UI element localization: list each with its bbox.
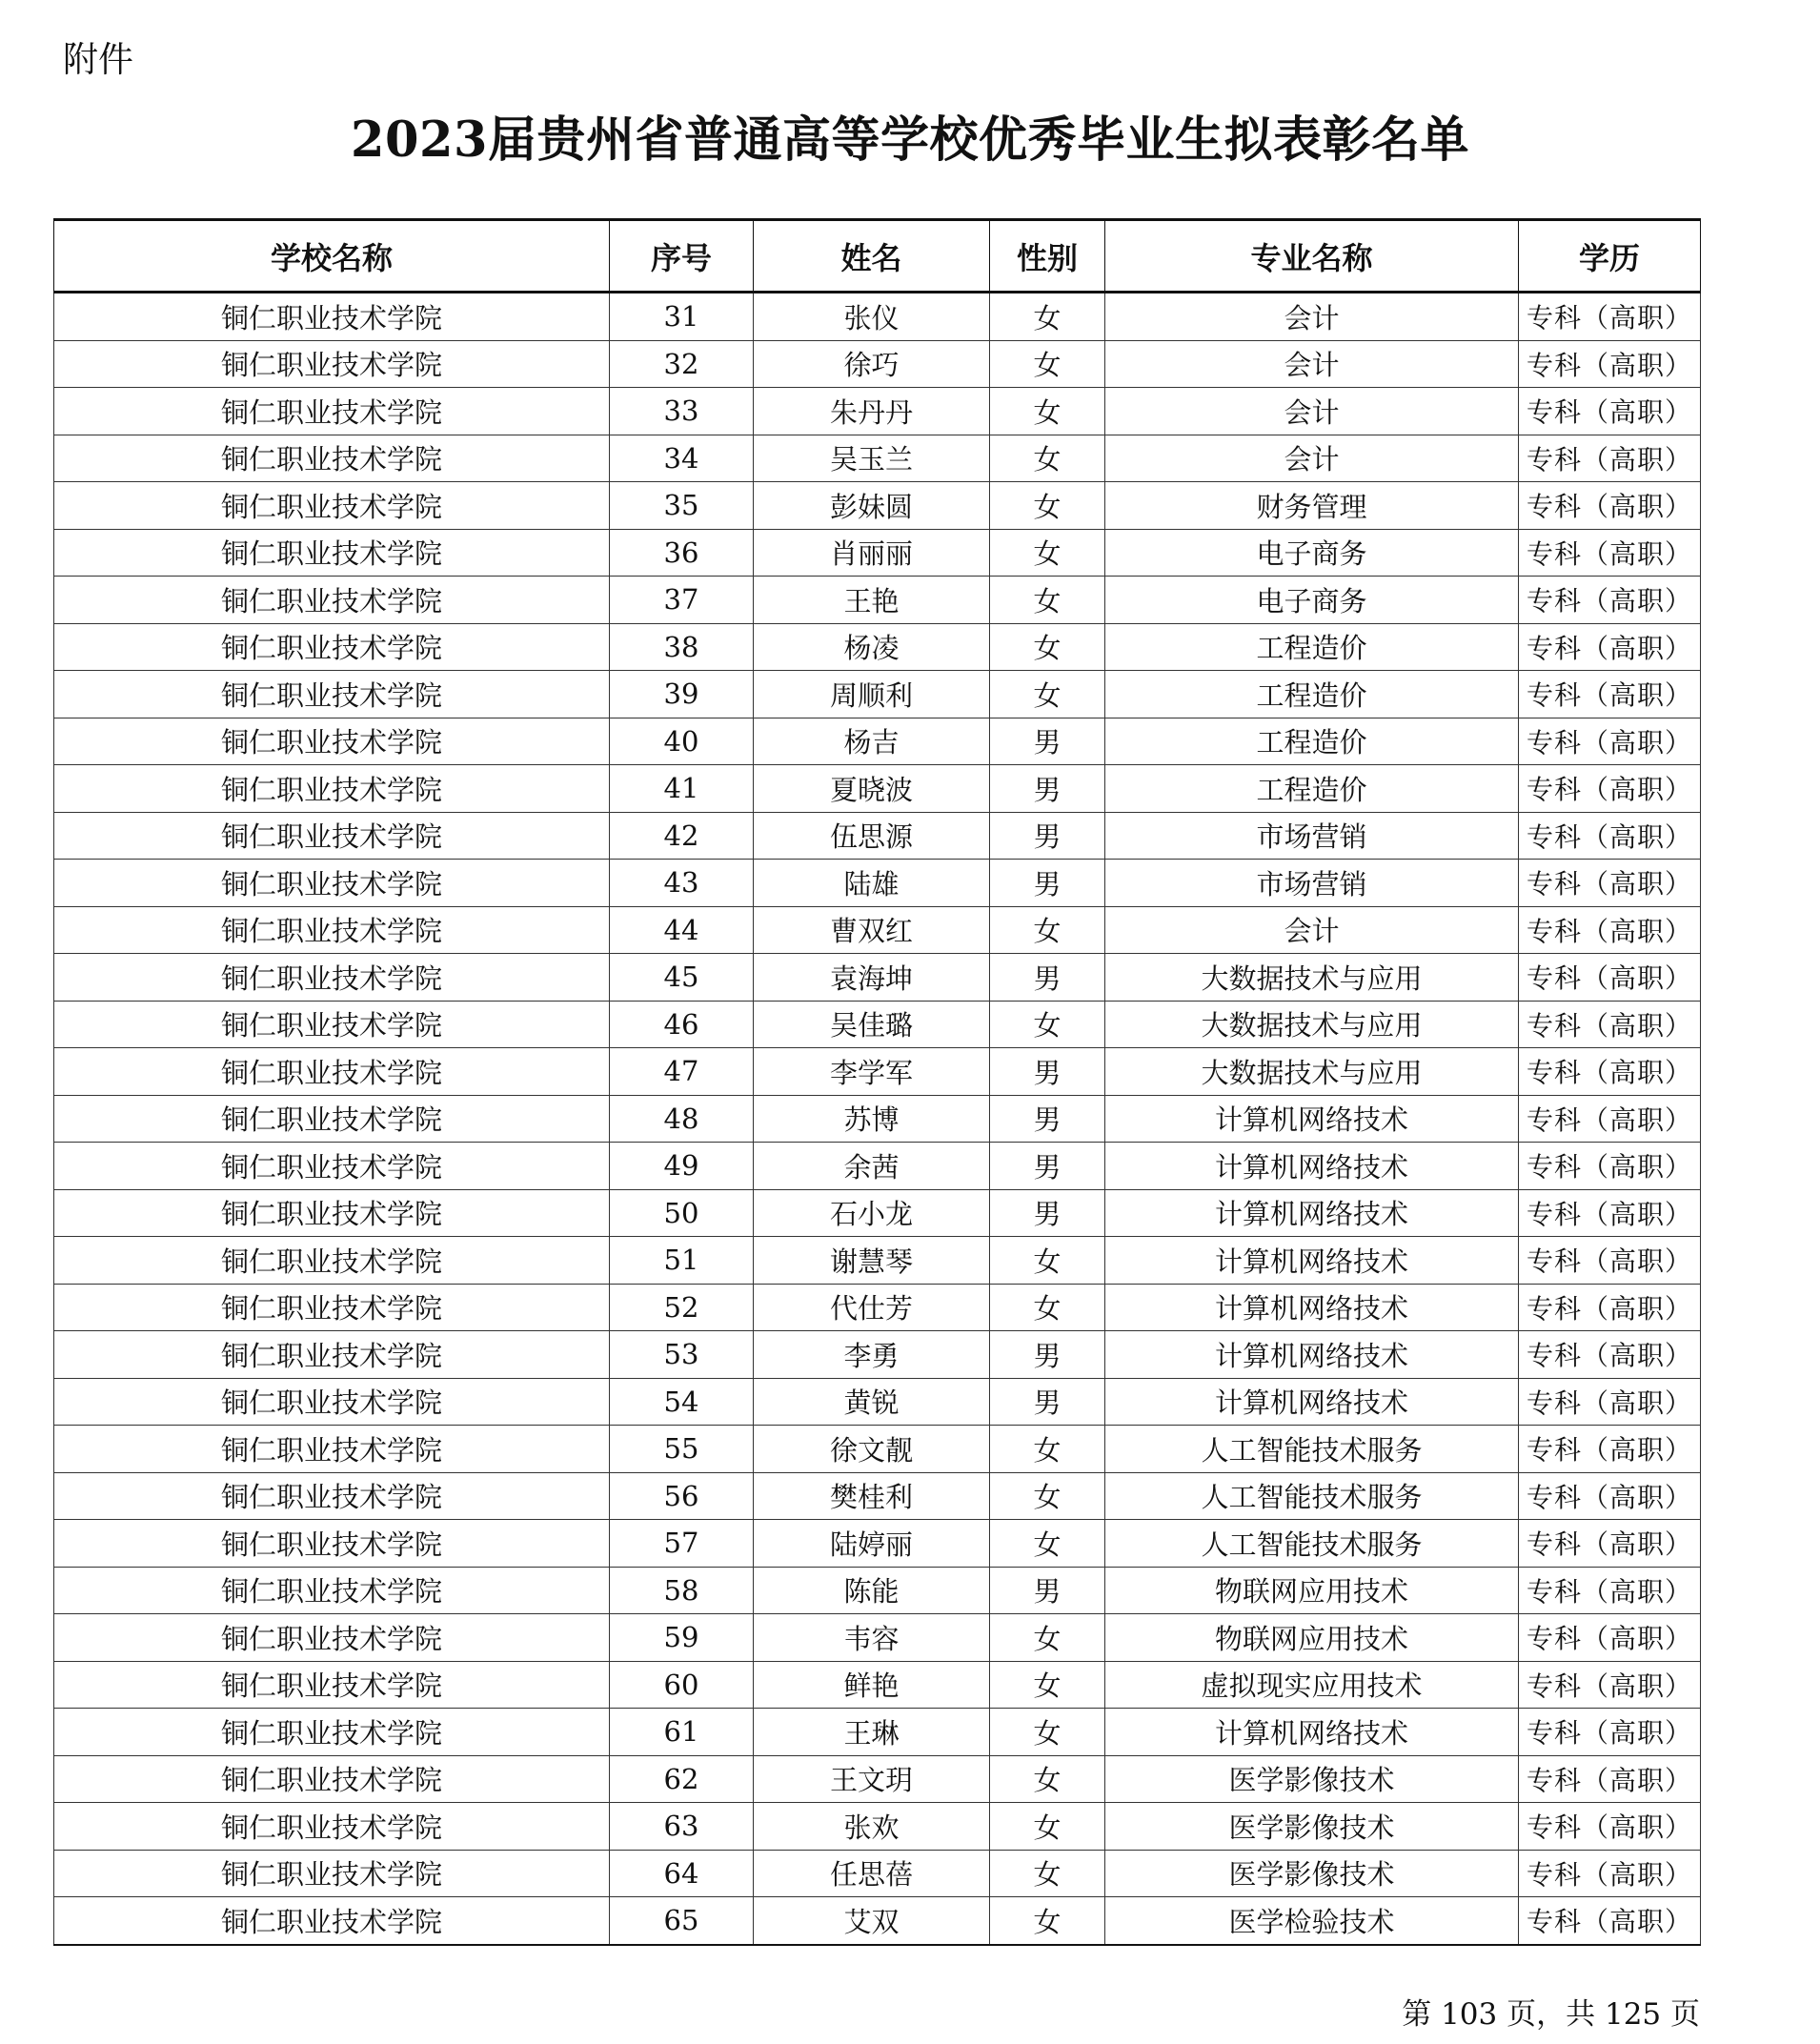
gender-cell: 男: [990, 1378, 1105, 1426]
gender-cell: 女: [990, 1755, 1105, 1803]
school-cell: 铜仁职业技术学院: [54, 293, 610, 341]
major-cell: 大数据技术与应用: [1105, 1001, 1519, 1048]
gender-cell: 男: [990, 765, 1105, 813]
number-cell: 40: [610, 718, 754, 765]
name-cell: 吴佳璐: [754, 1001, 990, 1048]
name-cell: 张仪: [754, 293, 990, 341]
education-cell: 专科（高职）: [1519, 293, 1701, 341]
gender-cell: 女: [990, 482, 1105, 530]
number-cell: 41: [610, 765, 754, 813]
table-row: [54, 1472, 1701, 1520]
table-row: [54, 1095, 1701, 1143]
major-cell: 大数据技术与应用: [1105, 1048, 1519, 1096]
education-cell: 专科（高职）: [1519, 1850, 1701, 1897]
number-cell: 48: [610, 1095, 754, 1143]
education-cell: 专科（高职）: [1519, 718, 1701, 765]
school-cell: 铜仁职业技术学院: [54, 1237, 610, 1285]
table-row: [54, 529, 1701, 577]
school-cell: 铜仁职业技术学院: [54, 1850, 610, 1897]
name-cell: 朱丹丹: [754, 388, 990, 435]
school-cell: 铜仁职业技术学院: [54, 860, 610, 907]
school-cell: 铜仁职业技术学院: [54, 482, 610, 530]
school-cell: 铜仁职业技术学院: [54, 812, 610, 860]
table-row: [54, 435, 1701, 482]
major-cell: 物联网应用技术: [1105, 1567, 1519, 1614]
document-title: 2023届贵州省普通高等学校优秀毕业生拟表彰名单: [351, 111, 1469, 169]
table-row: [54, 1661, 1701, 1709]
major-cell: 人工智能技术服务: [1105, 1472, 1519, 1520]
gender-cell: 男: [990, 860, 1105, 907]
school-cell: 铜仁职业技术学院: [54, 435, 610, 482]
education-cell: 专科（高职）: [1519, 1378, 1701, 1426]
table-row: [54, 1237, 1701, 1285]
education-cell: 专科（高职）: [1519, 1095, 1701, 1143]
school-cell: 铜仁职业技术学院: [54, 1897, 610, 1945]
school-cell: 铜仁职业技术学院: [54, 1189, 610, 1237]
gender-cell: 女: [990, 1850, 1105, 1897]
name-cell: 余茜: [754, 1143, 990, 1190]
table-row: [54, 1426, 1701, 1473]
table-row: [54, 671, 1701, 718]
gender-cell: 女: [990, 623, 1105, 671]
school-cell: 铜仁职业技术学院: [54, 906, 610, 954]
number-cell: 39: [610, 671, 754, 718]
table-row: [54, 1897, 1701, 1945]
number-cell: 32: [610, 340, 754, 388]
number-cell: 54: [610, 1378, 754, 1426]
gender-cell: 女: [990, 293, 1105, 341]
table-body: [54, 293, 1701, 1945]
education-cell: 专科（高职）: [1519, 1472, 1701, 1520]
table-row: [54, 906, 1701, 954]
education-cell: 专科（高职）: [1519, 860, 1701, 907]
number-cell: 64: [610, 1850, 754, 1897]
name-cell: 韦容: [754, 1614, 990, 1662]
major-cell: 计算机网络技术: [1105, 1709, 1519, 1756]
table-row: [54, 1378, 1701, 1426]
school-cell: 铜仁职业技术学院: [54, 1472, 610, 1520]
name-cell: 肖丽丽: [754, 529, 990, 577]
gender-cell: 女: [990, 577, 1105, 624]
education-cell: 专科（高职）: [1519, 1709, 1701, 1756]
number-cell: 62: [610, 1755, 754, 1803]
table-row: [54, 623, 1701, 671]
major-cell: 工程造价: [1105, 671, 1519, 718]
name-cell: 黄锐: [754, 1378, 990, 1426]
number-cell: 56: [610, 1472, 754, 1520]
school-cell: 铜仁职业技术学院: [54, 1095, 610, 1143]
school-cell: 铜仁职业技术学院: [54, 1709, 610, 1756]
major-cell: 计算机网络技术: [1105, 1284, 1519, 1331]
education-cell: 专科（高职）: [1519, 388, 1701, 435]
gender-cell: 女: [990, 1001, 1105, 1048]
education-cell: 专科（高职）: [1519, 529, 1701, 577]
school-cell: 铜仁职业技术学院: [54, 340, 610, 388]
gender-cell: 男: [990, 1331, 1105, 1379]
education-cell: 专科（高职）: [1519, 340, 1701, 388]
number-cell: 60: [610, 1661, 754, 1709]
school-cell: 铜仁职业技术学院: [54, 671, 610, 718]
major-cell: 计算机网络技术: [1105, 1143, 1519, 1190]
table-row: [54, 1520, 1701, 1568]
education-cell: 专科（高职）: [1519, 1143, 1701, 1190]
table-row: [54, 1614, 1701, 1662]
name-cell: 夏晓波: [754, 765, 990, 813]
education-cell: 专科（高职）: [1519, 1189, 1701, 1237]
table-row: [54, 860, 1701, 907]
name-cell: 李勇: [754, 1331, 990, 1379]
major-cell: 人工智能技术服务: [1105, 1426, 1519, 1473]
number-cell: 33: [610, 388, 754, 435]
major-cell: 大数据技术与应用: [1105, 954, 1519, 1002]
gender-cell: 女: [990, 671, 1105, 718]
name-cell: 曹双红: [754, 906, 990, 954]
number-cell: 57: [610, 1520, 754, 1568]
name-cell: 陆雄: [754, 860, 990, 907]
table-header-row: [54, 220, 1701, 293]
major-cell: 医学影像技术: [1105, 1755, 1519, 1803]
gender-cell: 男: [990, 1048, 1105, 1096]
school-cell: 铜仁职业技术学院: [54, 1614, 610, 1662]
column-header-major: 专业名称: [1105, 220, 1519, 293]
school-cell: 铜仁职业技术学院: [54, 1803, 610, 1851]
education-cell: 专科（高职）: [1519, 671, 1701, 718]
name-cell: 陈能: [754, 1567, 990, 1614]
school-cell: 铜仁职业技术学院: [54, 1567, 610, 1614]
education-cell: 专科（高职）: [1519, 906, 1701, 954]
page-number: 第 103 页，共 125 页: [1402, 1997, 1700, 2032]
school-cell: 铜仁职业技术学院: [54, 388, 610, 435]
number-cell: 37: [610, 577, 754, 624]
gender-cell: 女: [990, 1614, 1105, 1662]
gender-cell: 女: [990, 435, 1105, 482]
education-cell: 专科（高职）: [1519, 1614, 1701, 1662]
gender-cell: 女: [990, 1237, 1105, 1285]
education-cell: 专科（高职）: [1519, 765, 1701, 813]
gender-cell: 女: [990, 340, 1105, 388]
gender-cell: 男: [990, 812, 1105, 860]
name-cell: 王琳: [754, 1709, 990, 1756]
school-cell: 铜仁职业技术学院: [54, 954, 610, 1002]
education-cell: 专科（高职）: [1519, 623, 1701, 671]
name-cell: 鲜艳: [754, 1661, 990, 1709]
gender-cell: 女: [990, 1520, 1105, 1568]
education-cell: 专科（高职）: [1519, 1567, 1701, 1614]
gender-cell: 女: [990, 529, 1105, 577]
major-cell: 会计: [1105, 388, 1519, 435]
school-cell: 铜仁职业技术学院: [54, 718, 610, 765]
major-cell: 医学检验技术: [1105, 1897, 1519, 1945]
number-cell: 53: [610, 1331, 754, 1379]
school-cell: 铜仁职业技术学院: [54, 1661, 610, 1709]
school-cell: 铜仁职业技术学院: [54, 765, 610, 813]
table-row: [54, 1709, 1701, 1756]
education-cell: 专科（高职）: [1519, 1001, 1701, 1048]
number-cell: 47: [610, 1048, 754, 1096]
table-row: [54, 765, 1701, 813]
number-cell: 34: [610, 435, 754, 482]
gender-cell: 女: [990, 906, 1105, 954]
major-cell: 人工智能技术服务: [1105, 1520, 1519, 1568]
school-cell: 铜仁职业技术学院: [54, 1331, 610, 1379]
gender-cell: 女: [990, 1426, 1105, 1473]
table-row: [54, 1284, 1701, 1331]
gender-cell: 女: [990, 1897, 1105, 1945]
major-cell: 市场营销: [1105, 860, 1519, 907]
gender-cell: 男: [990, 954, 1105, 1002]
major-cell: 市场营销: [1105, 812, 1519, 860]
education-cell: 专科（高职）: [1519, 1661, 1701, 1709]
table-row: [54, 577, 1701, 624]
number-cell: 58: [610, 1567, 754, 1614]
major-cell: 计算机网络技术: [1105, 1378, 1519, 1426]
education-cell: 专科（高职）: [1519, 1897, 1701, 1945]
name-cell: 任思蓓: [754, 1850, 990, 1897]
name-cell: 伍思源: [754, 812, 990, 860]
table-row: [54, 718, 1701, 765]
number-cell: 50: [610, 1189, 754, 1237]
number-cell: 46: [610, 1001, 754, 1048]
number-cell: 45: [610, 954, 754, 1002]
major-cell: 财务管理: [1105, 482, 1519, 530]
major-cell: 工程造价: [1105, 718, 1519, 765]
gender-cell: 男: [990, 718, 1105, 765]
number-cell: 43: [610, 860, 754, 907]
major-cell: 计算机网络技术: [1105, 1237, 1519, 1285]
number-cell: 36: [610, 529, 754, 577]
column-header-name: 姓名: [754, 220, 990, 293]
name-cell: 代仕芳: [754, 1284, 990, 1331]
table-row: [54, 1803, 1701, 1851]
major-cell: 计算机网络技术: [1105, 1331, 1519, 1379]
gender-cell: 女: [990, 1803, 1105, 1851]
name-cell: 杨吉: [754, 718, 990, 765]
number-cell: 61: [610, 1709, 754, 1756]
column-header-gender: 性别: [990, 220, 1105, 293]
gender-cell: 女: [990, 1709, 1105, 1756]
school-cell: 铜仁职业技术学院: [54, 1284, 610, 1331]
gender-cell: 男: [990, 1189, 1105, 1237]
number-cell: 44: [610, 906, 754, 954]
major-cell: 计算机网络技术: [1105, 1189, 1519, 1237]
school-cell: 铜仁职业技术学院: [54, 1426, 610, 1473]
name-cell: 谢慧琴: [754, 1237, 990, 1285]
number-cell: 55: [610, 1426, 754, 1473]
school-cell: 铜仁职业技术学院: [54, 1143, 610, 1190]
major-cell: 工程造价: [1105, 623, 1519, 671]
number-cell: 51: [610, 1237, 754, 1285]
column-header-education: 学历: [1519, 220, 1701, 293]
education-cell: 专科（高职）: [1519, 1284, 1701, 1331]
name-cell: 杨凌: [754, 623, 990, 671]
name-cell: 石小龙: [754, 1189, 990, 1237]
table-row: [54, 1189, 1701, 1237]
school-cell: 铜仁职业技术学院: [54, 623, 610, 671]
major-cell: 计算机网络技术: [1105, 1095, 1519, 1143]
table-row: [54, 340, 1701, 388]
column-header-number: 序号: [610, 220, 754, 293]
table-row: [54, 1001, 1701, 1048]
school-cell: 铜仁职业技术学院: [54, 529, 610, 577]
name-cell: 徐文靓: [754, 1426, 990, 1473]
education-cell: 专科（高职）: [1519, 1426, 1701, 1473]
name-cell: 彭妹圆: [754, 482, 990, 530]
school-cell: 铜仁职业技术学院: [54, 577, 610, 624]
name-cell: 吴玉兰: [754, 435, 990, 482]
education-cell: 专科（高职）: [1519, 1520, 1701, 1568]
school-cell: 铜仁职业技术学院: [54, 1520, 610, 1568]
number-cell: 31: [610, 293, 754, 341]
education-cell: 专科（高职）: [1519, 1237, 1701, 1285]
table-row: [54, 1755, 1701, 1803]
name-cell: 陆婷丽: [754, 1520, 990, 1568]
major-cell: 电子商务: [1105, 577, 1519, 624]
number-cell: 63: [610, 1803, 754, 1851]
gender-cell: 女: [990, 1284, 1105, 1331]
table-row: [54, 293, 1701, 341]
name-cell: 艾双: [754, 1897, 990, 1945]
name-cell: 王文玥: [754, 1755, 990, 1803]
attachment-label: 附件: [63, 39, 133, 80]
major-cell: 会计: [1105, 293, 1519, 341]
gender-cell: 男: [990, 1567, 1105, 1614]
number-cell: 52: [610, 1284, 754, 1331]
school-cell: 铜仁职业技术学院: [54, 1001, 610, 1048]
number-cell: 49: [610, 1143, 754, 1190]
education-cell: 专科（高职）: [1519, 812, 1701, 860]
name-cell: 周顺利: [754, 671, 990, 718]
graduate-roster-table: [53, 218, 1701, 1946]
name-cell: 苏博: [754, 1095, 990, 1143]
table-row: [54, 812, 1701, 860]
table-row: [54, 1567, 1701, 1614]
table-row: [54, 1048, 1701, 1096]
major-cell: 会计: [1105, 340, 1519, 388]
table-row: [54, 1331, 1701, 1379]
name-cell: 李学军: [754, 1048, 990, 1096]
education-cell: 专科（高职）: [1519, 1803, 1701, 1851]
gender-cell: 男: [990, 1095, 1105, 1143]
education-cell: 专科（高职）: [1519, 482, 1701, 530]
major-cell: 会计: [1105, 906, 1519, 954]
table-row: [54, 1850, 1701, 1897]
name-cell: 张欢: [754, 1803, 990, 1851]
gender-cell: 女: [990, 1472, 1105, 1520]
education-cell: 专科（高职）: [1519, 577, 1701, 624]
table-row: [54, 388, 1701, 435]
column-header-school: 学校名称: [54, 220, 610, 293]
education-cell: 专科（高职）: [1519, 435, 1701, 482]
education-cell: 专科（高职）: [1519, 1331, 1701, 1379]
major-cell: 医学影像技术: [1105, 1803, 1519, 1851]
name-cell: 樊桂利: [754, 1472, 990, 1520]
table-row: [54, 954, 1701, 1002]
education-cell: 专科（高职）: [1519, 954, 1701, 1002]
major-cell: 物联网应用技术: [1105, 1614, 1519, 1662]
education-cell: 专科（高职）: [1519, 1755, 1701, 1803]
number-cell: 59: [610, 1614, 754, 1662]
number-cell: 35: [610, 482, 754, 530]
major-cell: 虚拟现实应用技术: [1105, 1661, 1519, 1709]
education-cell: 专科（高职）: [1519, 1048, 1701, 1096]
name-cell: 徐巧: [754, 340, 990, 388]
table-row: [54, 482, 1701, 530]
table-row: [54, 1143, 1701, 1190]
name-cell: 袁海坤: [754, 954, 990, 1002]
gender-cell: 女: [990, 1661, 1105, 1709]
major-cell: 医学影像技术: [1105, 1850, 1519, 1897]
school-cell: 铜仁职业技术学院: [54, 1378, 610, 1426]
major-cell: 电子商务: [1105, 529, 1519, 577]
major-cell: 工程造价: [1105, 765, 1519, 813]
number-cell: 42: [610, 812, 754, 860]
gender-cell: 男: [990, 1143, 1105, 1190]
school-cell: 铜仁职业技术学院: [54, 1048, 610, 1096]
major-cell: 会计: [1105, 435, 1519, 482]
number-cell: 65: [610, 1897, 754, 1945]
gender-cell: 女: [990, 388, 1105, 435]
school-cell: 铜仁职业技术学院: [54, 1755, 610, 1803]
number-cell: 38: [610, 623, 754, 671]
name-cell: 王艳: [754, 577, 990, 624]
